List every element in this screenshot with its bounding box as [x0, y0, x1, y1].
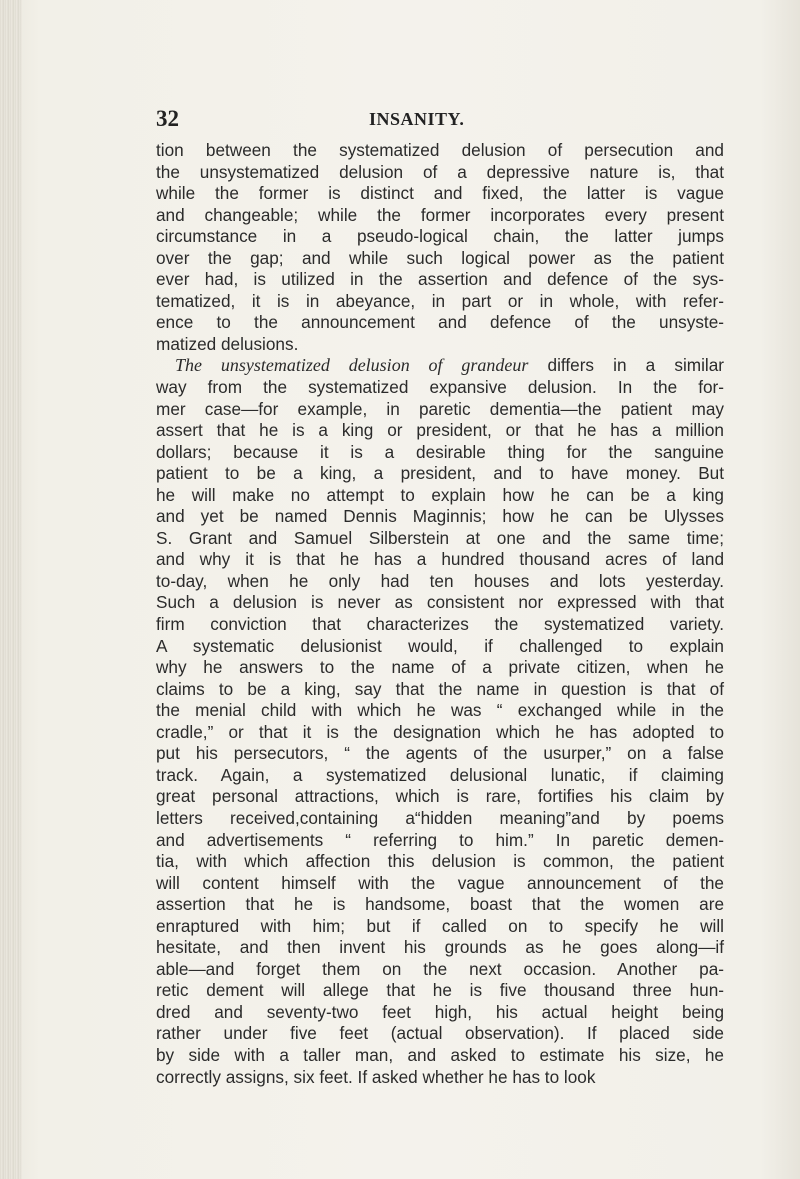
- text-line: assert that he is a king or president, or that he has a million: [156, 420, 724, 441]
- text-line: Such a delusion is never as consistent nor expressed with that: [156, 592, 724, 613]
- text-line: correctly assigns, six feet. If asked whether he has to look: [156, 1066, 596, 1087]
- text-line: S. Grant and Samuel Silberstein at one and the same time;: [156, 527, 724, 548]
- text-line: dred and seventy-two feet high, his actual height being: [156, 1001, 724, 1022]
- text-line: and changeable; while the former incorporates every present: [156, 204, 724, 225]
- text-line: over the gap; and while such logical power as the patient: [156, 247, 724, 268]
- page-header: [156, 106, 716, 130]
- text-line: cradle,” or that it is the designation which he has adopted to: [156, 721, 724, 742]
- text-line: by side with a taller man, and asked to estimate his size, he: [156, 1044, 724, 1065]
- page-binding-edge: [0, 0, 22, 1179]
- text-line: the menial child with which he was “ exchanged while in the: [156, 700, 724, 721]
- text-line: and yet be named Dennis Maginnis; how he can be Ulysses: [156, 506, 724, 527]
- text-line: A systematic delusionist would, if challenged to explain: [156, 635, 724, 656]
- text-line: while the former is distinct and fixed, the latter is vague: [156, 183, 724, 204]
- text-line: assertion that he is handsome, boast that the women are: [156, 894, 724, 915]
- text-line: will content himself with the vague announcement of the: [156, 872, 724, 893]
- body-text: [156, 140, 724, 1088]
- italic-term: The unsystematized delusion of grandeur: [175, 355, 529, 376]
- text-line: why he answers to the name of a private citizen, when he: [156, 657, 724, 678]
- text-line: able—and forget them on the next occasion. Another pa-: [156, 958, 724, 979]
- text-line: tia, with which affection this delusion is common, the patient: [156, 851, 724, 872]
- text-line: firm conviction that characterizes the systematized variety.: [156, 614, 724, 635]
- text-line: and why it is that he has a hundred thousand acres of land: [156, 549, 724, 570]
- text-line: patient to be a king, a president, and to have money. But: [156, 463, 724, 484]
- paragraph-2-first-line: [156, 355, 724, 377]
- text-line: retic dement will allege that he is five thousand three hun-: [156, 980, 724, 1001]
- text-line: put his persecutors, “ the agents of the usurper,” on a false: [156, 743, 724, 764]
- text-line: and advertisements “ referring to him.” In paretic demen-: [156, 829, 724, 850]
- paragraph-2: [156, 355, 724, 1088]
- paragraph-2-lines: [156, 377, 724, 1088]
- text-line: tion between the systematized delusion of persecution and: [156, 140, 724, 160]
- text-line: tematized, it is in abeyance, in part or in whole, with refer-: [156, 290, 724, 311]
- text-line: dollars; because it is a desirable thing for the sanguine: [156, 441, 724, 462]
- text-line: letters received,containing a“hidden meaning”and by poems: [156, 807, 724, 828]
- text-line: ence to the announcement and defence of the unsyste-: [156, 312, 724, 333]
- paragraph-1: [156, 140, 724, 355]
- text-line: mer case—for example, in paretic dementia—the patient may: [156, 398, 724, 419]
- text-line: track. Again, a systematized delusional lunatic, if claiming: [156, 764, 724, 785]
- text-line: great personal attractions, which is rare, fortifies his claim by: [156, 786, 724, 807]
- text-line: claims to be a king, say that the name in question is that of: [156, 678, 724, 699]
- text-line: circumstance in a pseudo-logical chain, the latter jumps: [156, 226, 724, 247]
- text-line: ever had, is utilized in the assertion and defence of the sys-: [156, 269, 724, 290]
- text-line: way from the systematized expansive delusion. In the for-: [156, 377, 724, 398]
- text-line: to-day, when he only had ten houses and lots yesterday.: [156, 570, 724, 591]
- text-line: the unsystematized delusion of a depressive nature is, that: [156, 161, 724, 182]
- page-number: 32: [156, 106, 179, 131]
- text-line: he will make no attempt to explain how he can be a king: [156, 484, 724, 505]
- text-line: rather under five feet (actual observation). If placed side: [156, 1023, 724, 1044]
- text-fragment: differs in a similar: [528, 355, 724, 376]
- running-head: INSANITY.: [369, 109, 465, 129]
- text-line: matized delusions.: [156, 333, 299, 354]
- text-line: hesitate, and then invent his grounds as he goes along—if: [156, 937, 724, 958]
- text-line: enraptured with him; but if called on to specify he will: [156, 915, 724, 936]
